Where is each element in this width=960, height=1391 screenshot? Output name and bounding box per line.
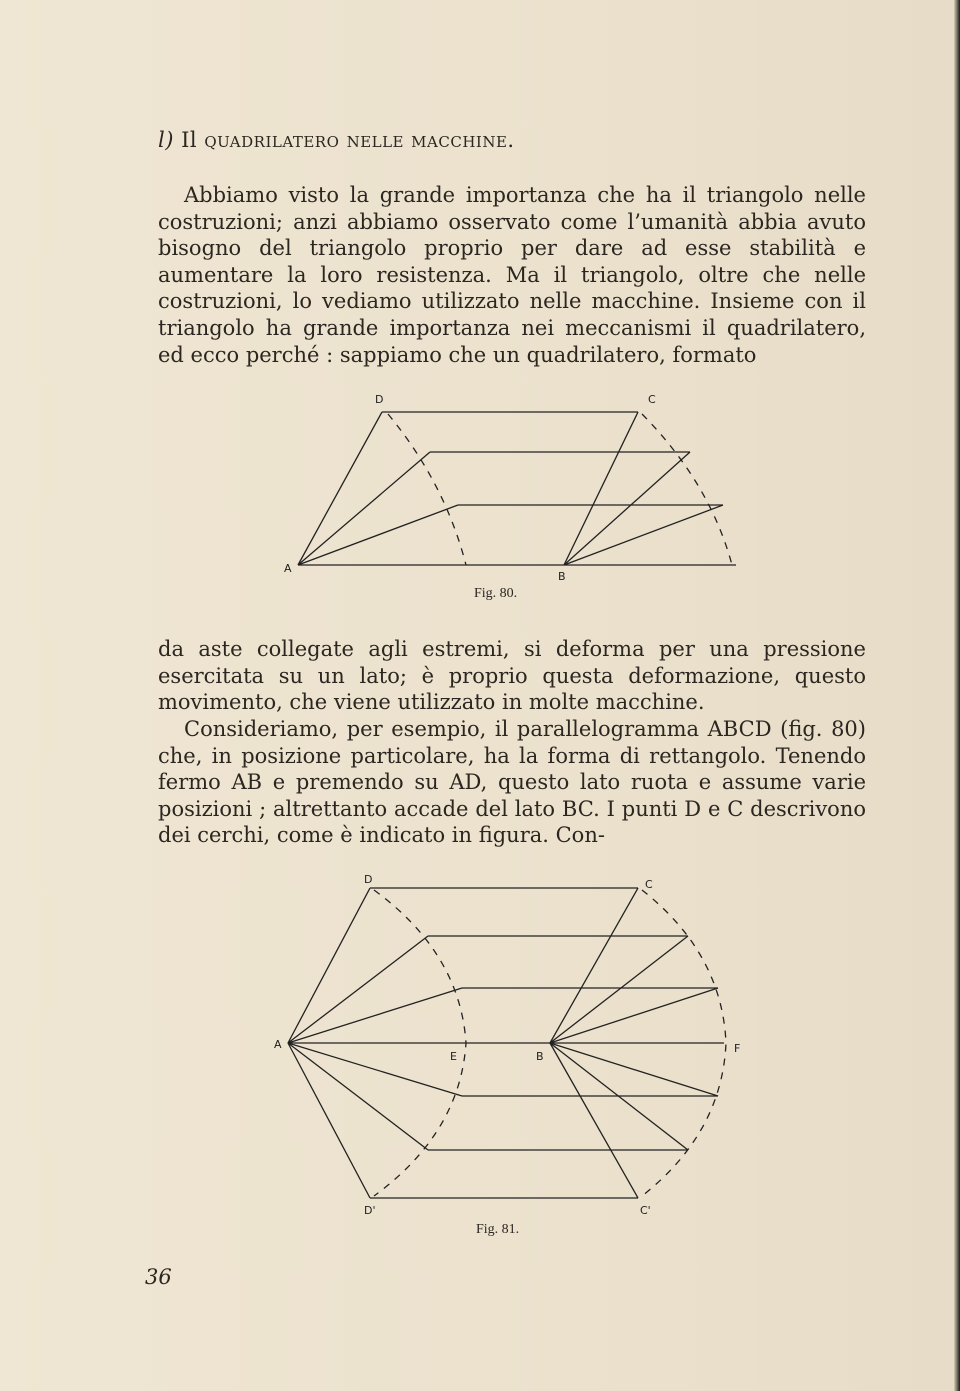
fig81-label-d: D [364, 873, 373, 886]
section-title-rest: quadrilatero nelle macchine. [204, 128, 515, 152]
fig81-label-d-prime: D' [364, 1204, 376, 1217]
paragraph-1: Abbiamo visto la grande importanza che ha il triangolo nelle costruzioni; anzi abbiamo osservato come l’umanità abbia avuto bisogno del triangolo proprio per dare ad esse stabilità e aumentare la loro resistenza. Ma il triangolo, oltre che nelle costruzioni, lo vediamo utilizzato nelle macchine. Insieme con il triangolo ha grande importanza nei meccanismi il quadrilatero, ed ecco perché : sappiamo che un quadrilatero, formato [158, 183, 866, 367]
section-title [158, 128, 878, 152]
fig81-label-b: B [536, 1050, 544, 1063]
fig81-label-a: A [274, 1038, 282, 1051]
figure-80-caption: Fig. 80. [474, 586, 518, 601]
figure-80-diagram [270, 388, 750, 588]
paragraph-2: da aste collegate agli estremi, si deforma per una pressione esercitata su un lato; è proprio questa deformazione, questo movimento, che viene utilizzato in molte macchine. [158, 637, 866, 715]
section-letter: l) [158, 128, 174, 152]
fig80-label-d: D [375, 393, 384, 406]
fig81-label-e: E [450, 1050, 457, 1063]
fig80-label-a: A [284, 562, 292, 575]
page-edge-shadow [954, 0, 960, 1391]
fig81-label-c: C [645, 878, 653, 891]
fig80-label-c: C [648, 393, 656, 406]
figure-81-diagram [260, 868, 760, 1218]
fig80-label-b: B [558, 570, 566, 583]
page-number: 36 [145, 1265, 172, 1289]
fig81-label-f: F [734, 1042, 741, 1055]
section-title-first: Il [181, 128, 198, 152]
paragraph-3: Consideriamo, per esempio, il parallelogramma ABCD (fig. 80) che, in posizione particolare, ha la forma di rettangolo. Tenendo fermo AB e premendo su AD, questo lato ruota e assume varie posizioni ; altrettanto accade del lato BC. I punti D e C descrivono dei cerchi, come è indicato in figura. Con- [158, 717, 866, 848]
figure-81-caption: Fig. 81. [476, 1222, 520, 1237]
fig81-label-c-prime: C' [640, 1204, 651, 1217]
